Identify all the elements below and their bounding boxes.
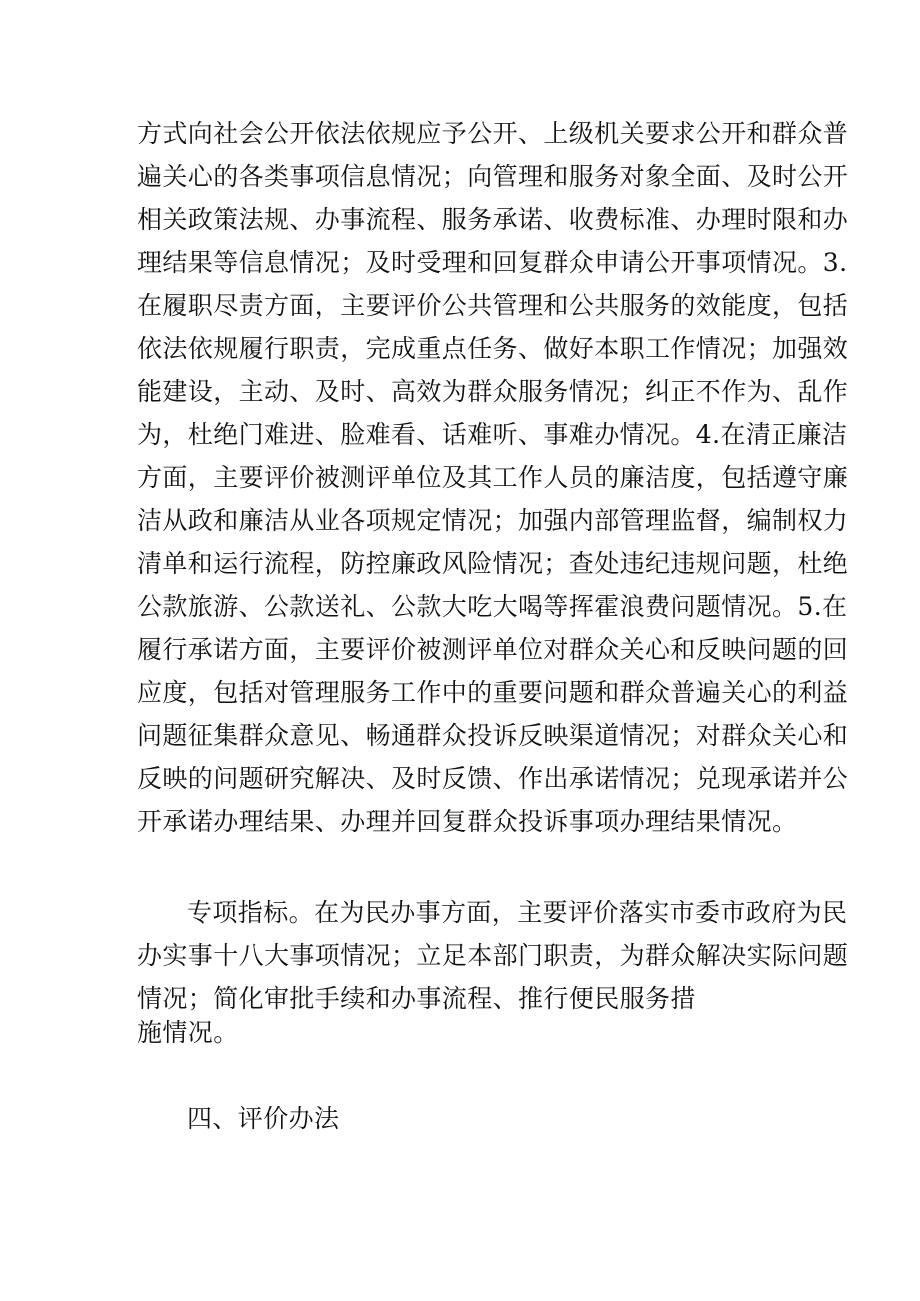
paragraph2-line-4: 施情况。	[137, 1018, 239, 1047]
paragraph1-line-4: 理结果等信息情况；及时受理和回复群众申请公开事项情况。3.	[137, 248, 848, 277]
paragraph1-line-14: 应度，包括对管理服务工作中的重要问题和群众普遍关心的利益	[137, 678, 849, 707]
paragraph1-line-11: 清单和运行流程，防控廉政风险情况；查处违纪违规问题，杜绝	[137, 549, 849, 578]
paragraph1-line-5: 在履职尽责方面，主要评价公共管理和公共服务的效能度，包括	[137, 291, 849, 320]
paragraph2-line-3: 情况；简化审批手续和办事流程、推行便民服务措	[137, 984, 696, 1013]
paragraph1-line-7: 能建设，主动、及时、高效为群众服务情况；纠正不作为、乱作	[137, 377, 849, 406]
paragraph1-line-6: 依法依规履行职责，完成重点任务、做好本职工作情况；加强效	[137, 334, 849, 363]
paragraph1-line-8: 为，杜绝门难进、脸难看、话难听、事难办情况。4.在清正廉洁	[137, 420, 848, 449]
paragraph1-line-15: 问题征集群众意见、畅通群众投诉反映渠道情况；对群众关心和	[137, 721, 849, 750]
paragraph1-line-17: 开承诺办理结果、办理并回复群众投诉事项办理结果情况。	[137, 807, 798, 836]
paragraph2-line-1: 专项指标。在为民办事方面，主要评价落实市委市政府为民	[187, 898, 848, 927]
paragraph1-line-10: 洁从政和廉洁从业各项规定情况；加强内部管理监督，编制权力	[137, 506, 849, 535]
paragraph1-line-16: 反映的问题研究解决、及时反馈、作出承诺情况；兑现承诺并公	[137, 764, 849, 793]
paragraph1-line-9: 方面，主要评价被测评单位及其工作人员的廉洁度，包括遵守廉	[137, 463, 849, 492]
section-heading: 四、评价办法	[187, 1104, 340, 1133]
paragraph1-line-2: 遍关心的各类事项信息情况；向管理和服务对象全面、及时公开	[137, 162, 849, 191]
paragraph1-line-3: 相关政策法规、办事流程、服务承诺、收费标准、办理时限和办	[137, 205, 849, 234]
paragraph1-line-1: 方式向社会公开依法依规应予公开、上级机关要求公开和群众普	[137, 119, 849, 148]
paragraph2-line-2: 办实事十八大事项情况；立足本部门职责，为群众解决实际问题	[137, 941, 849, 970]
paragraph1-line-12: 公款旅游、公款送礼、公款大吃大喝等挥霍浪费问题情况。5.在	[137, 592, 848, 621]
paragraph1-line-13: 履行承诺方面，主要评价被测评单位对群众关心和反映问题的回	[137, 635, 849, 664]
